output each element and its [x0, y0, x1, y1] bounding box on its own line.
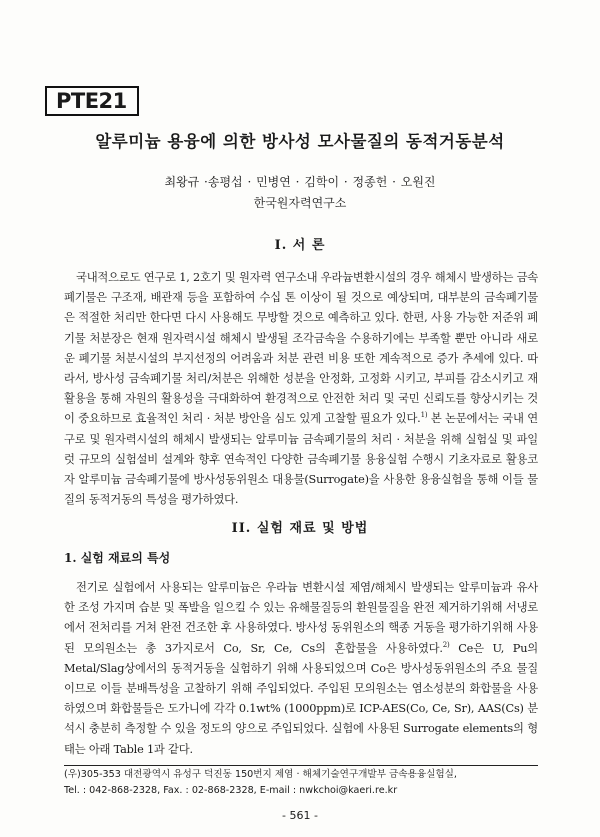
intro-text-part2: 본 논문에서는 국내 연구로 및 원자력시설의 해체시 발생되는 알루미늄 금속폐기물의 처리 · 처분을 위해 실험실 및 파일럿 규모의 실험설비 설계와 향후 연속적인 다양한 금속폐기물 용융실험 수행시 기초자료로 활용코자 알루미늄 금속폐기물에 방사성동위원소 대용물(Surrogate)을 사용한 용융실험을 통해 이들 물질의 동적거동의 특성을 평가하였다. [64, 412, 538, 507]
introduction-paragraph [64, 268, 538, 510]
reference-marker: 1) [420, 411, 428, 420]
subsection-heading-materials: 1. 실험 재료의 특성 [64, 551, 171, 565]
footnote-address: (우)305-353 대전광역시 유성구 덕진동 150번지 제염 · 해체기술연구개발부 금속용융실험실, [64, 769, 457, 780]
intro-text-part1: 국내적으로도 연구로 1, 2호기 및 원자력 연구소내 우라늄변환시설의 경우 해체시 발생하는 금속폐기물은 구조재, 배관재 등을 포함하여 수십 톤 이상이 될 것으로 예상되며, 대부분의 금속폐기물은 적절한 처리만 한다면 다시 사용해도 무방할 것으로 예측하고 있다. 한편, 사용 가능한 저준위 폐기물 처분장은 현재 원자력시설 해체시 발생될 조각금속을 수용하기에는 부족할 뿐만 아니라 새로운 폐기물 처분시설의 부지선정의 어려움과 처분 관련 비용 또한 계속적으로 증가 추세에 있다. 따라서, 방사성 금속폐기물 처리/처분은 위해한 성분을 안정화, 고정화 시키고, 부피를 감소시키고 재활용을 통해 자원의 활용성을 극대화하여 환경적으로 안전한 처리 및 국민 신뢰도를 향상시키는 것이 중요하므로 효율적인 처리 · 처분 방안을 심도 있게 고찰할 필요가 있다. [64, 271, 538, 426]
author-list: 최왕규 ·송평섭 · 민병연 · 김학이 · 정종헌 · 오원진 [164, 175, 436, 189]
reference-marker: 2) [442, 640, 450, 649]
section-heading-materials-methods: II. 실험 재료 및 방법 [231, 521, 369, 536]
footnote-contact: Tel. : 042-868-2328, Fax. : 02-868-2328, E-mail : nwkchoi@kaeri.re.kr [64, 785, 398, 796]
footnote-divider [64, 765, 538, 766]
materials-paragraph [64, 578, 538, 760]
materials-text-part2: Ce은 U, Pu의 Metal/Slag상에서의 동적거동을 실험하기 위해 사용되었으며 Co은 방사성동위원소의 주요 물질이므로 이들 분배특성을 고찰하기 위해 주입되었다. 주입된 모의원소는 염소성분의 화합물을 사용하였으며 화합물들은 도가니에 각각 0.1wt% (1000ppm)로 ICP-AES(Co, Ce, Sr), AAS(Cs) 분석시 충분히 측정할 수 있을 정도의 양으로 주입되었다. 실험에 사용된 Surrogate elements의 형태는 아래 Table 1과 같다. [64, 641, 538, 756]
page-number: - 561 - [282, 809, 318, 822]
session-code-badge: PTE21 [45, 86, 139, 116]
section-heading-introduction: I. 서 론 [274, 238, 326, 253]
paper-title: 알루미늄 용융에 의한 방사성 모사물질의 동적거동분석 [95, 132, 505, 151]
materials-text-part1: 전기로 실험에서 사용되는 알루미늄은 우라늄 변환시설 제염/해체시 발생되는 알루미늄과 유사한 조성 가지며 습분 및 폭발을 일으킬 수 있는 유해물질등의 환원물질을 완전 제거하기위해 서냉로에서 전처리를 거쳐 완전 건조한 후 사용하였다. 방사성 동위원소의 핵종 거동을 평가하기위해 사용된 모의원소는 총 3가지로서 Co, Sr, Ce, Cs의 혼합물을 사용하였다. [64, 581, 538, 655]
affiliation: 한국원자력연구소 [253, 196, 347, 210]
